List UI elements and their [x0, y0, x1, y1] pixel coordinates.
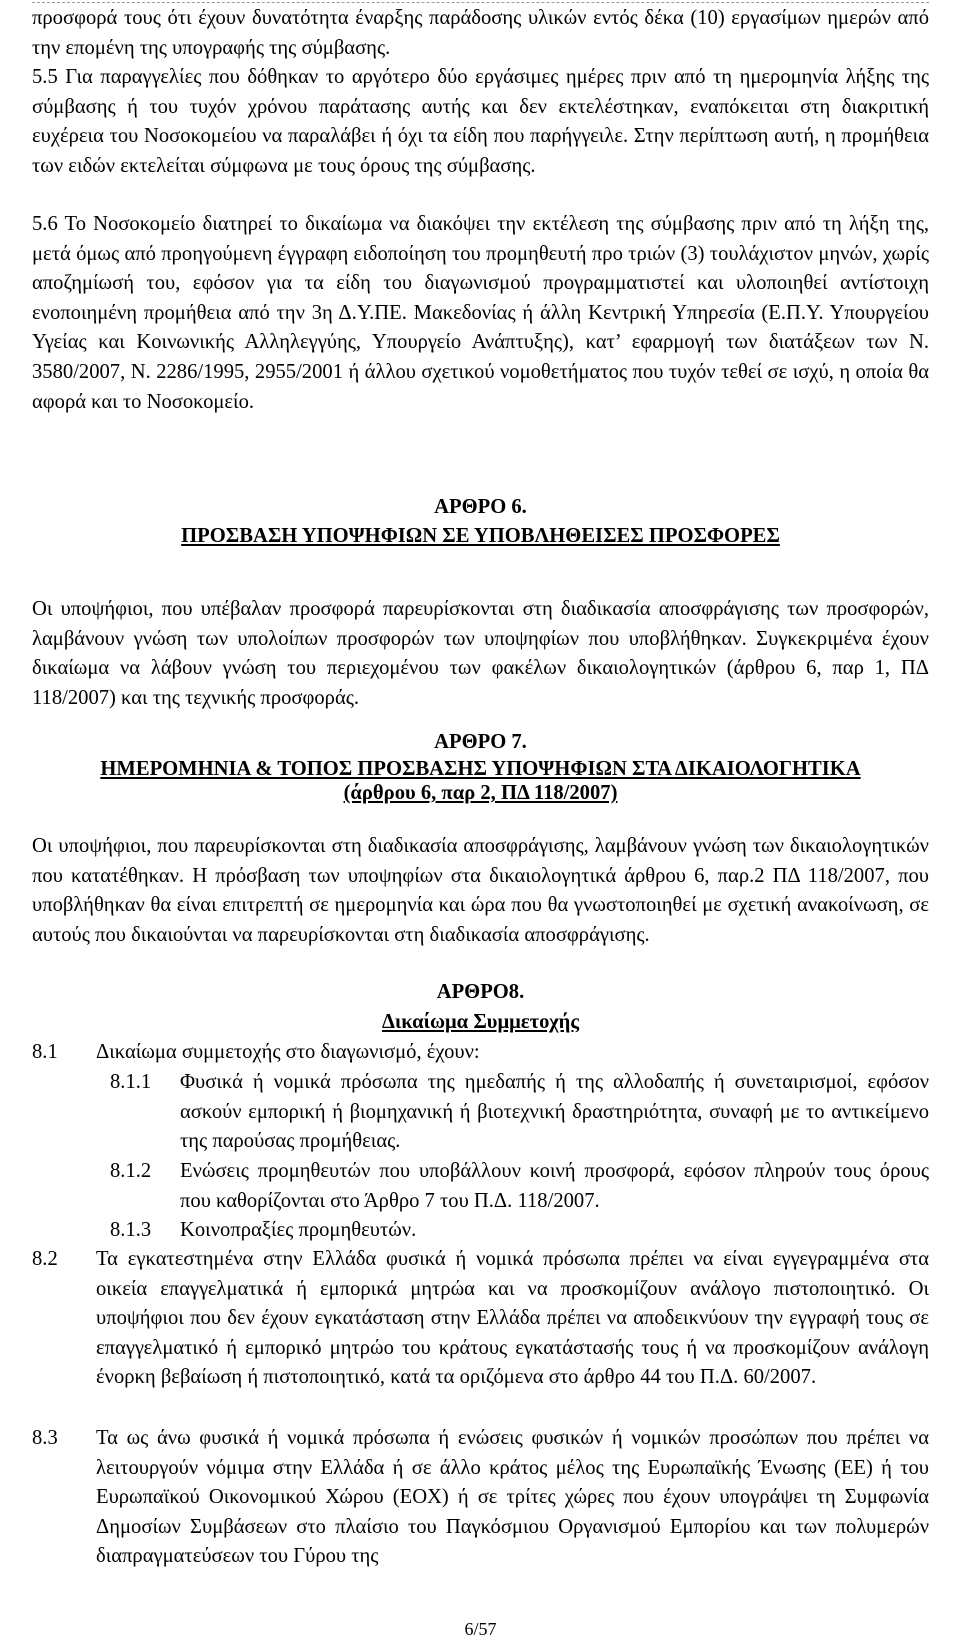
item-number: 8.1: [32, 1041, 58, 1063]
article-7-body: Οι υποψήφιοι, που παρευρίσκονται στη διαδικασία αποσφράγισης, λαμβάνουν γνώση των δικαιολογητικών που κατατέθηκαν. Η πρόσβαση των υποψηφίων στα δικαιολογητικά άρθρου 6, παρ.2 ΠΔ 118/2007, που υποβλήθηκαν θα είναι επιτρεπτή σε ημερομηνία και ώρα που θα γνωστοποιηθεί με σχετική ανακοίνωση, σε αυτούς που δικαιούνται να παρευρίσκονται στη διαδικασία αποσφράγισης.: [32, 835, 929, 946]
item-number: 8.2: [32, 1248, 58, 1270]
paragraph-5-6: 5.6 Το Νοσοκομείο διατηρεί το δικαίωμα να διακόψει την εκτέλεση της σύμβασης πριν από τη λήξη της, μετά όμως από προηγούμενη έγγραφη ειδοποίηση του προμηθευτή προ τριών (3) τουλάχιστον μηνών, χωρίς αποζημίωσή του, εφόσον για τα είδη του διαγωνισμού προγραμματιστεί και υλοποιηθεί αντίστοιχη ενοποιημένη προμήθεια από την 3η Δ.Υ.ΠΕ. Μακεδονίας ή άλλη Κεντρική Υπηρεσία (Ε.Π.Υ. Υπουργείου Υγείας και Κοινωνικής Αλληλεγγύης, Υπουργείο Ανάπτυξης), κατ’ εφαρμογή των διατάξεων των Ν. 3580/2007, Ν. 2286/1995, 2955/2001 ή άλλου σχετικού νομοθετήματος που τυχόν τεθεί σε ισχύ, η οποία θα αφορά και το Νοσοκομείο.: [32, 213, 929, 413]
article-6-number: ΑΡΘΡΟ 6.: [434, 496, 527, 518]
article-6-title: ΠΡΟΣΒΑΣΗ ΥΠΟΨΗΦΙΩΝ ΣΕ ΥΠΟΒΛΗΘΕΙΣΕΣ ΠΡΟΣΦΟΡΕΣ: [181, 525, 780, 547]
subitem-text: Κοινοπραξίες προμηθευτών.: [180, 1219, 417, 1241]
article-8-title: Δικαίωμα Συμμετοχής: [381, 1011, 580, 1033]
item-number: 8.3: [32, 1427, 58, 1449]
item-text: Τα ως άνω φυσικά ή νομικά πρόσωπα ή ενώσεις φυσικών ή νομικών προσώπων που πρέπει να λειτουργούν νόμιμα στην Ελλάδα ή σε άλλο κράτος μέλος της Ευρωπαϊκής Ένωσης (ΕΕ) ή του Ευρωπαϊκού Οικονομικού Χώρου (ΕΟΧ) ή σε τρίτες χώρες που έχουν υπογράψει τη Συμφωνία Δημοσίων Συμβάσεων στο πλαίσιο του Παγκόσμιου Οργανισμού Εμπορίου και των πολυμερών διαπραγματεύσεων του Γύρου της: [96, 1427, 929, 1568]
article-7-title: ΗΜΕΡΟΜΗΝΙΑ & ΤΟΠΟΣ ΠΡΟΣΒΑΣΗΣ ΥΠΟΨΗΦΙΩΝ ΣΤΑ ΔΙΚΑΙΟΛΟΓΗΤΙΚΑ: [100, 758, 861, 780]
page-number: 6/57: [464, 1619, 497, 1639]
article-7-number: ΑΡΘΡΟ 7.: [434, 731, 527, 753]
item-text: Δικαίωμα συμμετοχής στο διαγωνισμό, έχουν:: [96, 1041, 480, 1063]
item-text: Τα εγκατεστημένα στην Ελλάδα φυσικά ή νομικά πρόσωπα πρέπει να είναι εγγεγραμμένα στα οικεία επαγγελματικά ή εμπορικά μητρώα και να προσκομίζουν ανάλογο πιστοποιητικό. Οι υποψήφιοι που δεν έχουν εγκατάσταση στην Ελλάδα πρέπει να αποδεικνύουν την εγγραφή τους σε επαγγελματικό ή εμπορικό μητρώο του κράτους εγκατάστασής τους ή να προσκομίζουν ανάλογη ένορκη βεβαίωση ή πιστοποιητικό, κατά τα οριζόμενα στο άρθρο 44 του Π.Δ. 60/2007.: [96, 1248, 929, 1389]
article-7-subtitle: (άρθρου 6, παρ 2, ΠΔ 118/2007): [343, 782, 618, 804]
subitem-number: 8.1.3: [110, 1219, 152, 1241]
subitem-number: 8.1.2: [110, 1160, 152, 1182]
top-page-rule: [32, 2, 929, 3]
subitem-number: 8.1.1: [110, 1071, 152, 1093]
article-6-body: Οι υποψήφιοι, που υπέβαλαν προσφορά παρευρίσκονται στη διαδικασία αποσφράγισης των προσφορών, λαμβάνουν γνώση των υπολοίπων προσφορών των υποψηφίων που υποβλήθηκαν. Συγκεκριμένα έχουν δικαίωμα να λάβουν γνώση του περιεχομένου των φακέλων δικαιολογητικών (άρθρου 6, παρ 1, ΠΔ 118/2007) και της τεχνικής προσφοράς.: [32, 598, 929, 709]
paragraph-5-5: 5.5 Για παραγγελίες που δόθηκαν το αργότερο δύο εργάσιμες ημέρες πριν από τη ημερομηνία λήξης της σύμβασης ή του τυχόν χρόνου παράτασης αυτής και δεν εκτελέστηκαν, εναπόκειται στη διακριτική ευχέρεια του Νοσοκομείου να παραλάβει ή όχι τα είδη που παρήγγειλε. Στην περίπτωση αυτή, η προμήθεια των ειδών εκτελείται σύμφωνα με τους όρους της σύμβασης.: [32, 66, 929, 177]
subitem-text: Φυσικά ή νομικά πρόσωπα της ημεδαπής ή της αλλοδαπής ή συνεταιρισμοί, εφόσον ασκούν εμπορική ή βιομηχανική ή βιοτεχνική δραστηριότητα, συναφή με το αντικείμενο της παρούσας προμήθειας.: [180, 1071, 929, 1153]
article-8-number: ΑΡΘΡΟ8.: [436, 981, 525, 1003]
paragraph-continuation: προσφορά τους ότι έχουν δυνατότητα έναρξης παράδοσης υλικών εντός δέκα (10) εργασίμων ημερών από την επομένη της υπογραφής της σύμβασης.: [32, 7, 929, 59]
subitem-text: Ενώσεις προμηθευτών που υποβάλλουν κοινή προσφορά, εφόσον πληρούν τους όρους που καθορίζονται στο Άρθρο 7 του Π.Δ. 118/2007.: [180, 1160, 929, 1212]
